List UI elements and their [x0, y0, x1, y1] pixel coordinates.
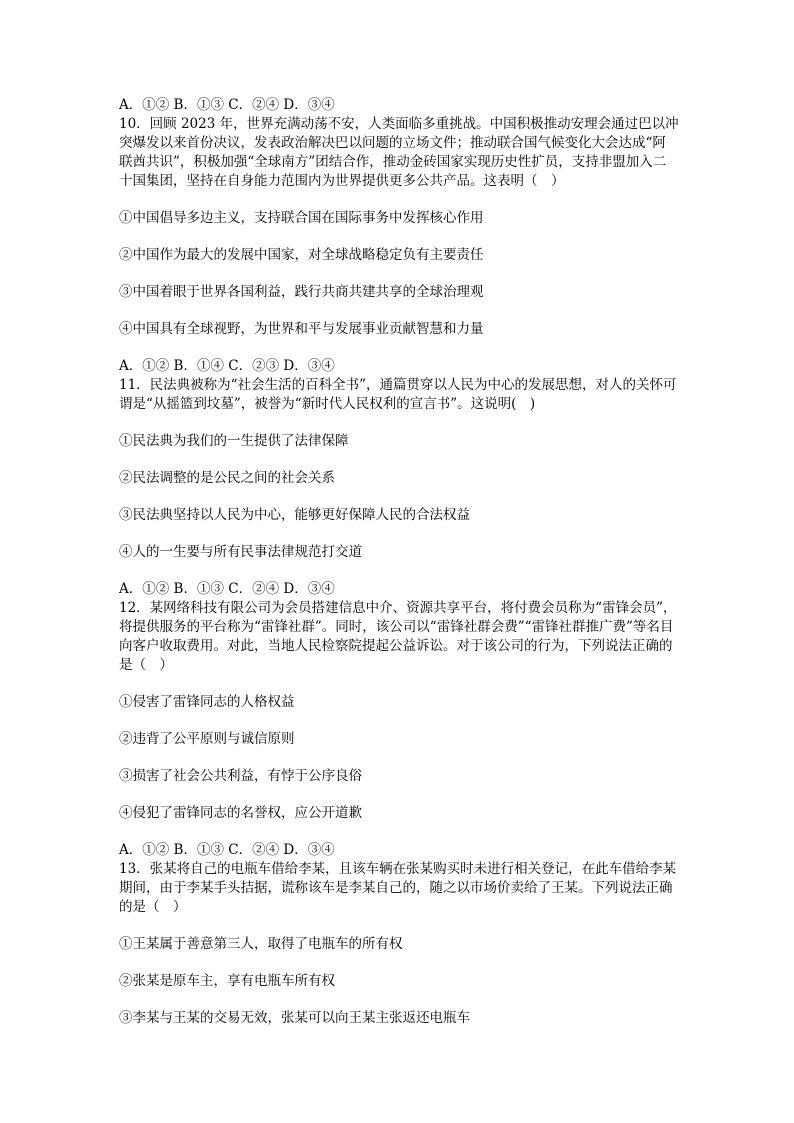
- statement-2: ②张某是原车主，享有电瓶车所有权: [119, 973, 335, 989]
- question-10: [119, 115, 679, 376]
- answer-choices: A．①② B．①③ C．②④ D．③④: [119, 842, 335, 858]
- answer-choices: A．①② B．①③ C．②④ D．③④: [119, 97, 335, 113]
- statement-2: ②违背了公平原则与诚信原则: [119, 731, 295, 747]
- statement-3: ③民法典坚持以人民为中心，能够更好保障人民的合法权益: [119, 507, 470, 523]
- statement-1: ①中国倡导多边主义，支持联合国在国际事务中发挥核心作用: [119, 210, 484, 226]
- question-stem: 13．张某将自己的电瓶车借给李某，且该车辆在张某购买时未进行相关登记，在此车借给李某期间，由于李某手头拮据，谎称该车是李某自己的，随之以市场价卖给了王某。下列说法正确的是（ ）: [119, 861, 677, 915]
- statement-2: ②民法调整的是公民之间的社会关系: [119, 470, 335, 486]
- document-page: [119, 96, 679, 1028]
- answer-choices: A．①② B．①③ C．②④ D．③④: [119, 581, 335, 597]
- statement-2: ②中国作为最大的发展中国家，对全球战略稳定负有主要责任: [119, 247, 484, 263]
- question-stem: 11．民法典被称为“社会生活的百科全书”，通篇贯穿以人民为中心的发展思想，对人的关怀可谓是“从摇篮到坟墓”，被誉为“新时代人民权利的宣言书”。这说明( ): [119, 377, 677, 412]
- statement-3: ③李某与王某的交易无效，张某可以向王某主张返还电瓶车: [119, 1010, 470, 1026]
- answer-choices: A．①② B．①④ C．②③ D．③④: [119, 358, 335, 374]
- question-11: [119, 376, 679, 599]
- statement-1: ①民法典为我们的一生提供了法律保障: [119, 433, 349, 449]
- question-stem: 10．回顾 2023 年，世界充满动荡不安，人类面临多重挑战。中国积极推动安理会通过巴以冲突爆发以来首份决议，发表政治解决巴以问题的立场文件；推动联合国气候变化大会达成“阿联酋共识”，积极加强“全球南方”团结合作，推动金砖国家实现历史性扩员，支持非盟加入二十国集团，坚持在自身能力范围内为世界提供更多公共产品。这表明（ ）: [119, 116, 679, 189]
- statement-4: ④人的一生要与所有民事法律规范打交道: [119, 544, 362, 560]
- statement-1: ①王某属于善意第三人，取得了电瓶车的所有权: [119, 936, 403, 952]
- question-13: [119, 860, 679, 1028]
- statement-1: ①侵害了雷锋同志的人格权益: [119, 694, 295, 710]
- statement-3: ③损害了社会公共利益，有悖于公序良俗: [119, 768, 362, 784]
- statement-4: ④侵犯了雷锋同志的名誉权，应公开道歉: [119, 805, 362, 821]
- question-stem: 12．某网络科技有限公司为会员搭建信息中介、资源共享平台，将付费会员称为“雷锋会员”，将提供服务的平台称为“雷锋社群”。同时，该公司以“雷锋社群会费”“雷锋社群推广费”等名目向客户收取费用。对此，当地人民检察院提起公益诉讼。对于该公司的行为，下列说法正确的是（ ）: [119, 600, 677, 673]
- question-12: [119, 599, 679, 860]
- statement-3: ③中国着眼于世界各国利益，践行共商共建共享的全球治理观: [119, 284, 484, 300]
- statement-4: ④中国具有全球视野，为世界和平与发展事业贡献智慧和力量: [119, 321, 484, 337]
